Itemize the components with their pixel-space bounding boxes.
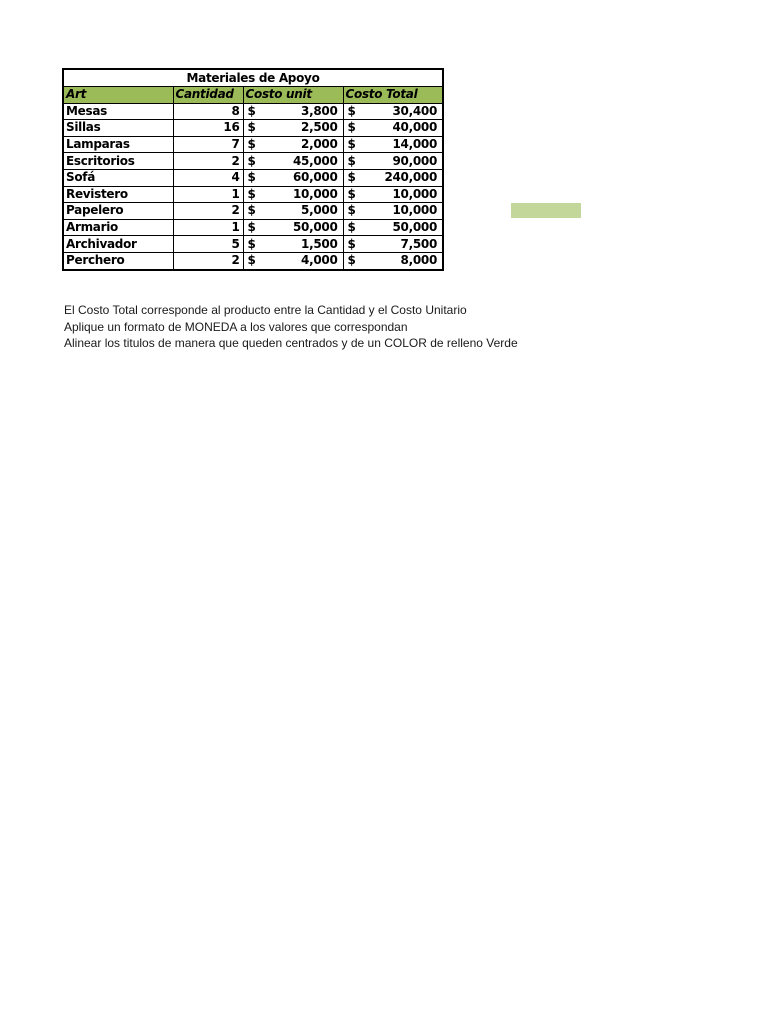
amount: 2,500 bbox=[301, 120, 338, 135]
currency-symbol: $ bbox=[247, 120, 256, 135]
instructions bbox=[64, 302, 518, 352]
currency-symbol: $ bbox=[347, 170, 356, 185]
currency-value bbox=[346, 170, 441, 185]
cell-cantidad[interactable]: 4 bbox=[173, 169, 243, 186]
currency-symbol: $ bbox=[347, 137, 356, 152]
cell-cantidad[interactable]: 5 bbox=[173, 236, 243, 253]
cell-costo-unit[interactable] bbox=[243, 252, 343, 269]
currency-value bbox=[346, 120, 441, 135]
currency-value bbox=[246, 220, 341, 235]
amount: 10,000 bbox=[392, 203, 438, 218]
currency-symbol: $ bbox=[347, 153, 356, 168]
header-row bbox=[63, 87, 443, 104]
table-row bbox=[63, 103, 443, 120]
cell-costo-total[interactable] bbox=[343, 252, 443, 269]
currency-value bbox=[346, 104, 441, 119]
currency-value bbox=[246, 104, 341, 119]
currency-value bbox=[246, 253, 341, 268]
cell-cantidad[interactable]: 2 bbox=[173, 252, 243, 269]
currency-symbol: $ bbox=[247, 137, 256, 152]
cell-costo-total[interactable] bbox=[343, 120, 443, 137]
cell-art[interactable]: Perchero bbox=[63, 252, 173, 269]
instruction-line[interactable]: Aplique un formato de MONEDA a los valores que correspondan bbox=[64, 319, 408, 334]
currency-symbol: $ bbox=[347, 220, 356, 235]
currency-symbol: $ bbox=[347, 186, 356, 201]
cell-costo-total[interactable] bbox=[343, 103, 443, 120]
cell-costo-unit[interactable] bbox=[243, 186, 343, 203]
cell-costo-unit[interactable] bbox=[243, 169, 343, 186]
cell-costo-total[interactable] bbox=[343, 219, 443, 236]
amount: 14,000 bbox=[392, 137, 438, 152]
cell-art[interactable]: Escritorios bbox=[63, 153, 173, 170]
instruction-line[interactable]: Alinear los titulos de manera que queden centrados y de un COLOR de relleno Verde bbox=[64, 336, 518, 350]
cell-costo-total[interactable] bbox=[343, 186, 443, 203]
amount: 90,000 bbox=[392, 153, 438, 168]
cell-cantidad[interactable]: 16 bbox=[173, 120, 243, 137]
amount: 240,000 bbox=[384, 170, 438, 185]
cell-costo-total[interactable] bbox=[343, 169, 443, 186]
currency-value bbox=[246, 120, 341, 135]
currency-value bbox=[346, 154, 441, 169]
amount: 1,500 bbox=[301, 236, 338, 251]
amount: 5,000 bbox=[301, 203, 338, 218]
currency-symbol: $ bbox=[347, 103, 356, 118]
amount: 7,500 bbox=[400, 236, 438, 251]
currency-value bbox=[346, 253, 441, 268]
table-row bbox=[63, 186, 443, 203]
amount: 10,000 bbox=[392, 186, 438, 201]
cell-costo-unit[interactable] bbox=[243, 203, 343, 220]
amount: 10,000 bbox=[292, 186, 338, 201]
currency-symbol: $ bbox=[247, 186, 256, 201]
currency-symbol: $ bbox=[347, 253, 356, 268]
cell-costo-unit[interactable] bbox=[243, 236, 343, 253]
amount: 50,000 bbox=[292, 220, 338, 235]
header-costo-total[interactable]: Costo Total bbox=[343, 87, 443, 104]
table-row bbox=[63, 120, 443, 137]
currency-value bbox=[346, 203, 441, 218]
currency-value bbox=[346, 187, 441, 202]
materials-table bbox=[62, 68, 444, 271]
amount: 50,000 bbox=[392, 220, 438, 235]
amount: 8,000 bbox=[400, 253, 438, 268]
cell-costo-total[interactable] bbox=[343, 136, 443, 153]
currency-value bbox=[246, 187, 341, 202]
cell-art[interactable]: Mesas bbox=[63, 103, 173, 120]
amount: 40,000 bbox=[392, 120, 438, 135]
table-row bbox=[63, 236, 443, 253]
amount: 45,000 bbox=[292, 153, 338, 168]
cell-art[interactable]: Papelero bbox=[63, 203, 173, 220]
table-row bbox=[63, 136, 443, 153]
header-cantidad[interactable]: Cantidad bbox=[173, 87, 243, 104]
currency-symbol: $ bbox=[247, 220, 256, 235]
green-fill-cell[interactable] bbox=[511, 203, 581, 218]
header-art[interactable]: Art bbox=[63, 87, 173, 104]
amount: 30,400 bbox=[392, 103, 438, 118]
cell-costo-unit[interactable] bbox=[243, 136, 343, 153]
amount: 3,800 bbox=[301, 103, 338, 118]
table-row bbox=[63, 153, 443, 170]
currency-value bbox=[246, 154, 341, 169]
table-row bbox=[63, 252, 443, 269]
cell-costo-unit[interactable] bbox=[243, 103, 343, 120]
currency-symbol: $ bbox=[347, 236, 356, 251]
cell-costo-unit[interactable] bbox=[243, 219, 343, 236]
table-row bbox=[63, 203, 443, 220]
cell-costo-unit[interactable] bbox=[243, 120, 343, 137]
currency-symbol: $ bbox=[247, 103, 256, 118]
cell-art[interactable]: Sillas bbox=[63, 120, 173, 137]
currency-symbol: $ bbox=[347, 203, 356, 218]
currency-value bbox=[246, 137, 341, 152]
table-row bbox=[63, 219, 443, 236]
currency-symbol: $ bbox=[247, 170, 256, 185]
cell-costo-unit[interactable] bbox=[243, 153, 343, 170]
cell-art[interactable]: Archivador bbox=[63, 236, 173, 253]
table-title[interactable]: Materiales de Apoyo bbox=[63, 69, 443, 87]
amount: 4,000 bbox=[301, 253, 338, 268]
cell-costo-total[interactable] bbox=[343, 153, 443, 170]
currency-value bbox=[246, 203, 341, 218]
currency-value bbox=[346, 237, 441, 252]
currency-symbol: $ bbox=[347, 120, 356, 135]
cell-cantidad[interactable]: 1 bbox=[173, 186, 243, 203]
cell-art[interactable]: Armario bbox=[63, 219, 173, 236]
currency-symbol: $ bbox=[247, 236, 256, 251]
currency-value bbox=[346, 137, 441, 152]
cell-art[interactable]: Sofá bbox=[63, 169, 173, 186]
currency-symbol: $ bbox=[247, 153, 256, 168]
cell-costo-total[interactable] bbox=[343, 236, 443, 253]
currency-symbol: $ bbox=[247, 253, 256, 268]
amount: 2,000 bbox=[301, 137, 338, 152]
table-body bbox=[63, 103, 443, 269]
cell-cantidad[interactable]: 8 bbox=[173, 103, 243, 120]
currency-value bbox=[246, 237, 341, 252]
cell-art[interactable]: Lamparas bbox=[63, 136, 173, 153]
amount: 60,000 bbox=[292, 170, 338, 185]
cell-cantidad[interactable]: 2 bbox=[173, 203, 243, 220]
cell-cantidad[interactable]: 2 bbox=[173, 153, 243, 170]
table-row bbox=[63, 169, 443, 186]
cell-cantidad[interactable]: 1 bbox=[173, 219, 243, 236]
header-costo-unit[interactable]: Costo unit bbox=[243, 87, 343, 104]
instruction-line[interactable]: El Costo Total corresponde al producto entre la Cantidad y el Costo Unitario bbox=[64, 303, 467, 317]
cell-cantidad[interactable]: 7 bbox=[173, 136, 243, 153]
currency-symbol: $ bbox=[247, 203, 256, 218]
cell-art[interactable]: Revistero bbox=[63, 186, 173, 203]
currency-value bbox=[246, 170, 341, 185]
currency-value bbox=[346, 220, 441, 235]
cell-costo-total[interactable] bbox=[343, 203, 443, 220]
